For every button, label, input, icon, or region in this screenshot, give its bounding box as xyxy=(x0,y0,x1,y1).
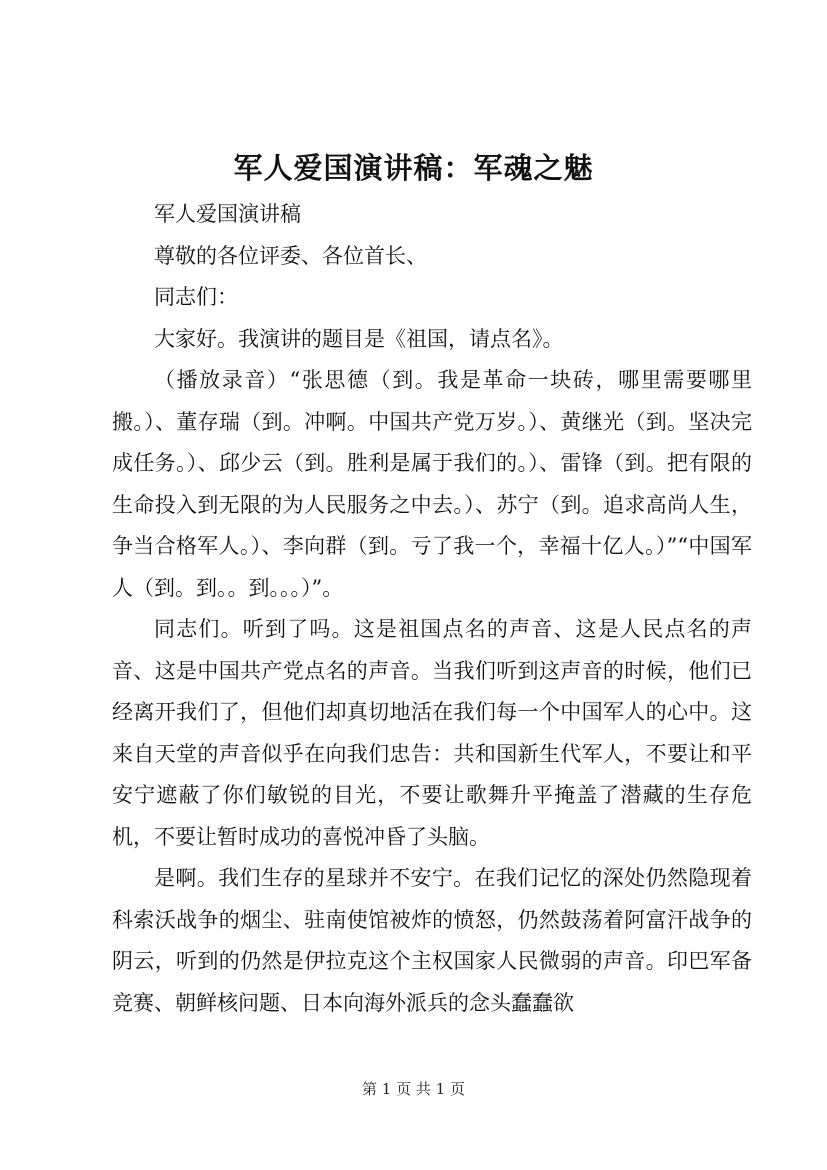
paragraph: 同志们： xyxy=(154,285,238,309)
paragraph: 大家好。我演讲的题目是《祖国，请点名》。 xyxy=(154,326,564,351)
paragraph: 同志们。听到了吗。这是祖国点名的声音、这是人民点名的声音、这是中国共产党点名的声音。当我们听到这声音的时候，他们已经离开我们了，但他们却真切地活在我们每一个中国军人的心中。这来自天堂的声音似乎在向我们忠告：共和国新生代军人，不要让和平安宁遮蔽了你们敏锐的目光，不要让歌舞升平掩盖了潜藏的生存危机，不要让暂时成功的喜悦冲昏了头脑。 xyxy=(112,617,752,849)
paragraph: （播放录音）“张思德（到。我是革命一块砖，哪里需要哪里搬。）、董存瑞（到。冲啊。中国共产党万岁。）、黄继光（到。坚决完成任务。）、邱少云（到。胜利是属于我们的。）、雷锋（到。把有限的生命投入到无限的为人民服务之中去。）、苏宁（到。追求高尚人生，争当合格军人。）、李向群（到。亏了我一个，幸福十亿人。）”“中国军人（到。到。。到。。。）”。 xyxy=(112,368,752,600)
document-title: 军人爱国演讲稿：军魂之魅 xyxy=(233,151,594,185)
paragraph: 军人爱国演讲稿 xyxy=(154,202,301,226)
paragraph: 尊敬的各位评委、各位首长、 xyxy=(154,243,427,268)
document-body xyxy=(112,194,752,1024)
page-footer: 第 1 页 共 1 页 xyxy=(362,1080,465,1098)
paragraph: 是啊。我们生存的星球并不安宁。在我们记忆的深处仍然隐现着科索沃战争的烟尘、驻南使馆被炸的愤怒，仍然鼓荡着阿富汗战争的阴云，听到的仍然是伊拉克这个主权国家人民微弱的声音。印巴军备竞赛、朝鲜核问题、日本向海外派兵的念头蠢蠢欲 xyxy=(112,866,752,1015)
